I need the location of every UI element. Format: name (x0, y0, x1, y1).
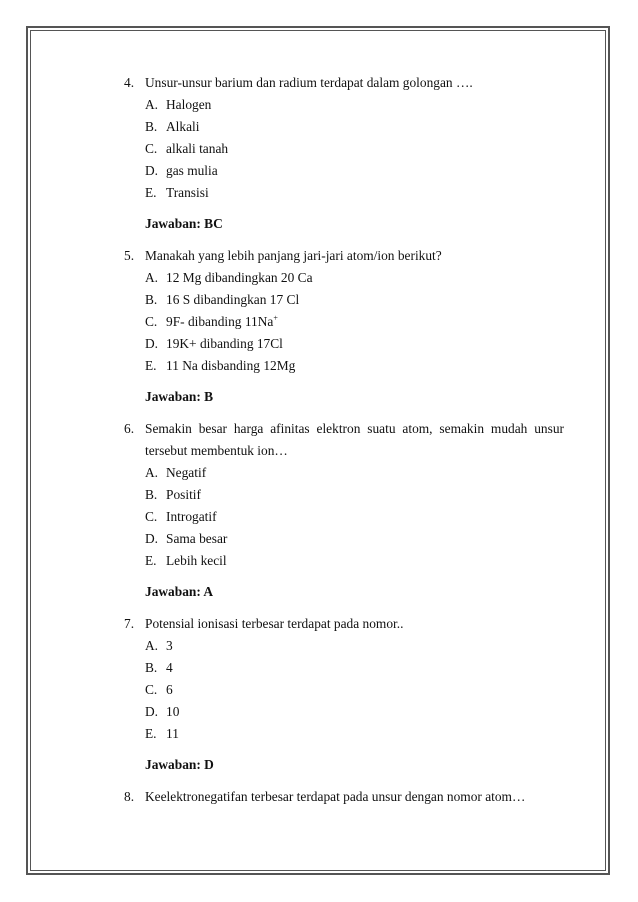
question-4 (124, 72, 564, 235)
superscript-plus: + (273, 313, 278, 323)
option-c: C. 6 (145, 682, 173, 697)
option-a: A. 3 (145, 638, 173, 653)
answer: Jawaban: B (145, 389, 214, 404)
option-b: B. Alkali (145, 119, 200, 134)
option-b: B. 16 S dibandingkan 17 Cl (145, 292, 300, 307)
question-number: 7. (124, 616, 135, 631)
option-e: E. 11 (145, 726, 179, 741)
option-a: A. 12 Mg dibandingkan 20 Ca (145, 270, 313, 285)
option-a: A. Negatif (145, 465, 207, 480)
option-c: C. Introgatif (145, 509, 217, 524)
option-e: E. Transisi (145, 185, 209, 200)
question-text: Manakah yang lebih panjang jari-jari atom/ion berikut? (145, 248, 442, 263)
option-e: E. Lebih kecil (145, 553, 227, 568)
option-c: C. 9F- dibanding 11Na+ (145, 313, 278, 329)
question-6 (124, 418, 564, 603)
option-d: D. 10 (145, 704, 180, 719)
option-d: D. gas mulia (145, 163, 218, 178)
question-8 (124, 786, 564, 808)
option-d: D. Sama besar (145, 531, 228, 546)
question-text: Semakin besar harga afinitas elektron suatu atom, semakin mudah unsur tersebut membentuk ion… (145, 421, 564, 458)
question-number: 8. (124, 789, 135, 804)
answer: Jawaban: D (145, 757, 214, 772)
question-text: Unsur-unsur barium dan radium terdapat dalam golongan …. (145, 75, 473, 90)
answer: Jawaban: BC (145, 216, 223, 231)
question-number: 4. (124, 75, 135, 90)
question-number: 6. (124, 421, 135, 436)
document-content (124, 72, 564, 808)
option-c: C. alkali tanah (145, 141, 229, 156)
question-number: 5. (124, 248, 135, 263)
question-5 (124, 245, 564, 408)
question-7 (124, 613, 564, 776)
option-e: E. 11 Na disbanding 12Mg (145, 358, 296, 373)
answer: Jawaban: A (145, 584, 214, 599)
question-text: Potensial ionisasi terbesar terdapat pada nomor.. (145, 616, 404, 631)
option-b: B. Positif (145, 487, 201, 502)
option-d: D. 19K+ dibanding 17Cl (145, 336, 283, 351)
question-text: Keelektronegatifan terbesar terdapat pada unsur dengan nomor atom… (145, 789, 526, 804)
option-a: A. Halogen (145, 97, 212, 112)
option-b: B. 4 (145, 660, 173, 675)
